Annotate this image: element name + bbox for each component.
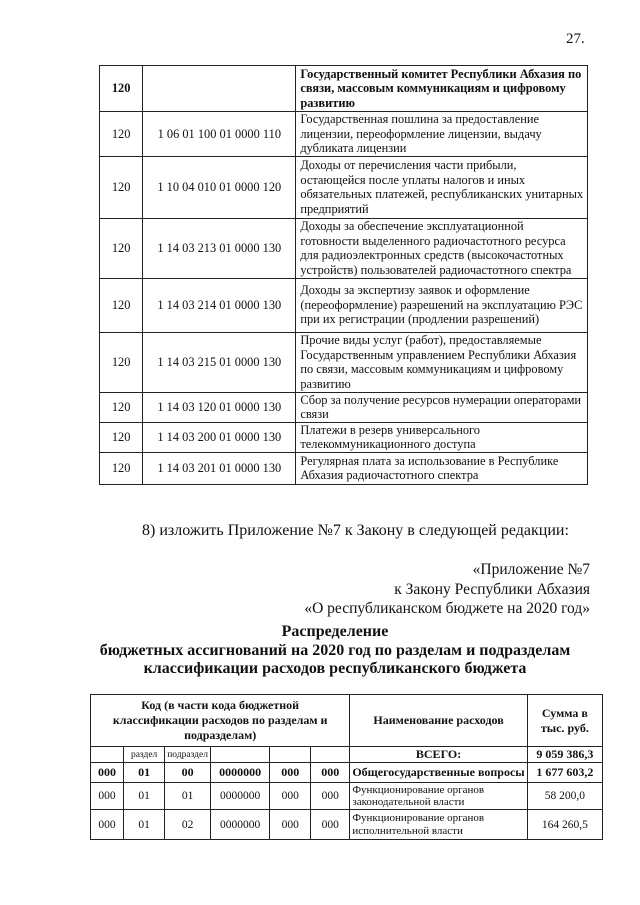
revenue-description-cell: Доходы от перечисления части прибыли, остающейся после уплаты налогов и иных обязательных платежей, республиканских унитарных предприятий [296, 156, 588, 218]
revenue-description-cell: Доходы за обеспечение эксплуатационной готовности выделенного радиочастотного ресурса для радиоэлектронных средств (высокочастотных устройств) пользователей радиочастотного спектра [296, 218, 588, 278]
revenue-admin-code-cell: 120 [100, 112, 143, 157]
code-cell: 000 [270, 810, 311, 840]
code-cell: 000 [91, 763, 124, 783]
code-cell: 000 [311, 783, 350, 810]
code-cell: 0000000 [211, 783, 270, 810]
page-number: 27. [566, 31, 585, 47]
revenue-description-cell: Государственная пошлина за предоставление лицензии, переоформление лицензии, выдачу дубликата лицензии [296, 112, 588, 157]
header-name-cell: Наименование расходов [350, 695, 527, 747]
table-row [100, 218, 588, 278]
sub-razdel-cell: раздел [124, 747, 165, 763]
budget-classification-code-cell: 1 14 03 214 01 0000 130 [143, 278, 296, 332]
table-row [100, 66, 588, 112]
table-row [100, 452, 588, 484]
revenue-admin-code-cell: 120 [100, 278, 143, 332]
expense-sum-cell: 164 260,5 [527, 810, 602, 840]
total-label-cell: ВСЕГО: [350, 747, 527, 763]
code-cell: 000 [270, 783, 311, 810]
code-cell: 01 [124, 783, 165, 810]
table-row [100, 392, 588, 422]
expenditure-allocation-table [90, 694, 603, 840]
budget-classification-code-cell: 1 06 01 100 01 0000 110 [143, 112, 296, 157]
amendment-item-text: 8) изложить Приложение №7 к Закону в следующей редакции: [142, 522, 569, 539]
code-cell: 02 [165, 810, 211, 840]
table-row [91, 783, 603, 810]
table-row [91, 763, 603, 783]
appendix-line-1: «Приложение №7 [472, 561, 590, 578]
heading-line-3: классификации расходов республиканского бюджета [143, 660, 527, 677]
appendix-header [304, 560, 590, 619]
table-row [100, 112, 588, 157]
expense-name-cell: Функционирование органов законодательной власти [350, 783, 527, 810]
appendix-line-3: «О республиканском бюджете на 2020 год» [304, 600, 590, 617]
revenue-description-cell: Доходы за экспертизу заявок и оформление (переоформление) разрешений на эксплуатацию РЭС при их регистрации (продлении разрешений) [296, 278, 588, 332]
code-cell: 000 [91, 783, 124, 810]
revenue-codes-table [99, 65, 588, 485]
code-cell: 000 [91, 810, 124, 840]
sub-blank-cell [270, 747, 311, 763]
code-cell: 000 [270, 763, 311, 783]
table-row [91, 810, 603, 840]
sub-blank-cell [91, 747, 124, 763]
code-cell: 01 [165, 783, 211, 810]
header-sum-cell: Сумма в тыс. руб. [527, 695, 602, 747]
budget-classification-code-cell: 1 14 03 213 01 0000 130 [143, 218, 296, 278]
table-row [100, 156, 588, 218]
code-cell: 000 [311, 810, 350, 840]
revenue-admin-code-cell: 120 [100, 156, 143, 218]
sub-blank-cell [311, 747, 350, 763]
heading-line-2: бюджетных ассигнований на 2020 год по разделам и подразделам [99, 641, 571, 659]
sub-podrazdel-cell: подраздел [165, 747, 211, 763]
code-cell: 0000000 [211, 763, 270, 783]
section-heading [90, 623, 580, 679]
revenue-admin-code-cell: 120 [100, 66, 143, 112]
total-sum-cell: 9 059 386,3 [527, 747, 602, 763]
revenue-description-cell: Прочие виды услуг (работ), предоставляемые Государственным управлением Республики Абхазия по связи, массовым коммуникациям и цифровому развитию [296, 332, 588, 392]
heading-line-1: Распределение [281, 623, 389, 640]
revenue-admin-code-cell: 120 [100, 392, 143, 422]
appendix-line-2: к Закону Республики Абхазия [394, 580, 590, 598]
budget-classification-code-cell [143, 66, 296, 112]
table-row [100, 278, 588, 332]
budget-classification-code-cell: 1 14 03 201 01 0000 130 [143, 452, 296, 484]
code-cell: 000 [311, 763, 350, 783]
code-cell: 01 [124, 810, 165, 840]
revenue-description-cell: Регулярная плата за использование в Республике Абхазия радиочастотного спектра [296, 452, 588, 484]
revenue-description-cell: Сбор за получение ресурсов нумерации операторами связи [296, 392, 588, 422]
expense-name-cell: Функционирование органов исполнительной власти [350, 810, 527, 840]
revenue-admin-code-cell: 120 [100, 218, 143, 278]
expense-name-cell: Общегосударственные вопросы [350, 763, 527, 783]
revenue-admin-code-cell: 120 [100, 332, 143, 392]
budget-classification-code-cell: 1 14 03 200 01 0000 130 [143, 422, 296, 452]
table-row [100, 422, 588, 452]
table-row [100, 332, 588, 392]
revenue-admin-code-cell: 120 [100, 422, 143, 452]
expense-sum-cell: 1 677 603,2 [527, 763, 602, 783]
revenue-description-cell: Государственный комитет Республики Абхазия по связи, массовым коммуникациям и цифровому развитию [296, 66, 588, 112]
budget-classification-code-cell: 1 14 03 120 01 0000 130 [143, 392, 296, 422]
budget-classification-code-cell: 1 10 04 010 01 0000 120 [143, 156, 296, 218]
revenue-admin-code-cell: 120 [100, 452, 143, 484]
code-cell: 01 [124, 763, 165, 783]
expense-sum-cell: 58 200,0 [527, 783, 602, 810]
sub-blank-cell [211, 747, 270, 763]
budget-classification-code-cell: 1 14 03 215 01 0000 130 [143, 332, 296, 392]
revenue-description-cell: Платежи в резерв универсального телекоммуникационного доступа [296, 422, 588, 452]
header-code-cell: Код (в части кода бюджетной классификации расходов по разделам и подразделам) [91, 695, 350, 747]
code-cell: 0000000 [211, 810, 270, 840]
code-cell: 00 [165, 763, 211, 783]
